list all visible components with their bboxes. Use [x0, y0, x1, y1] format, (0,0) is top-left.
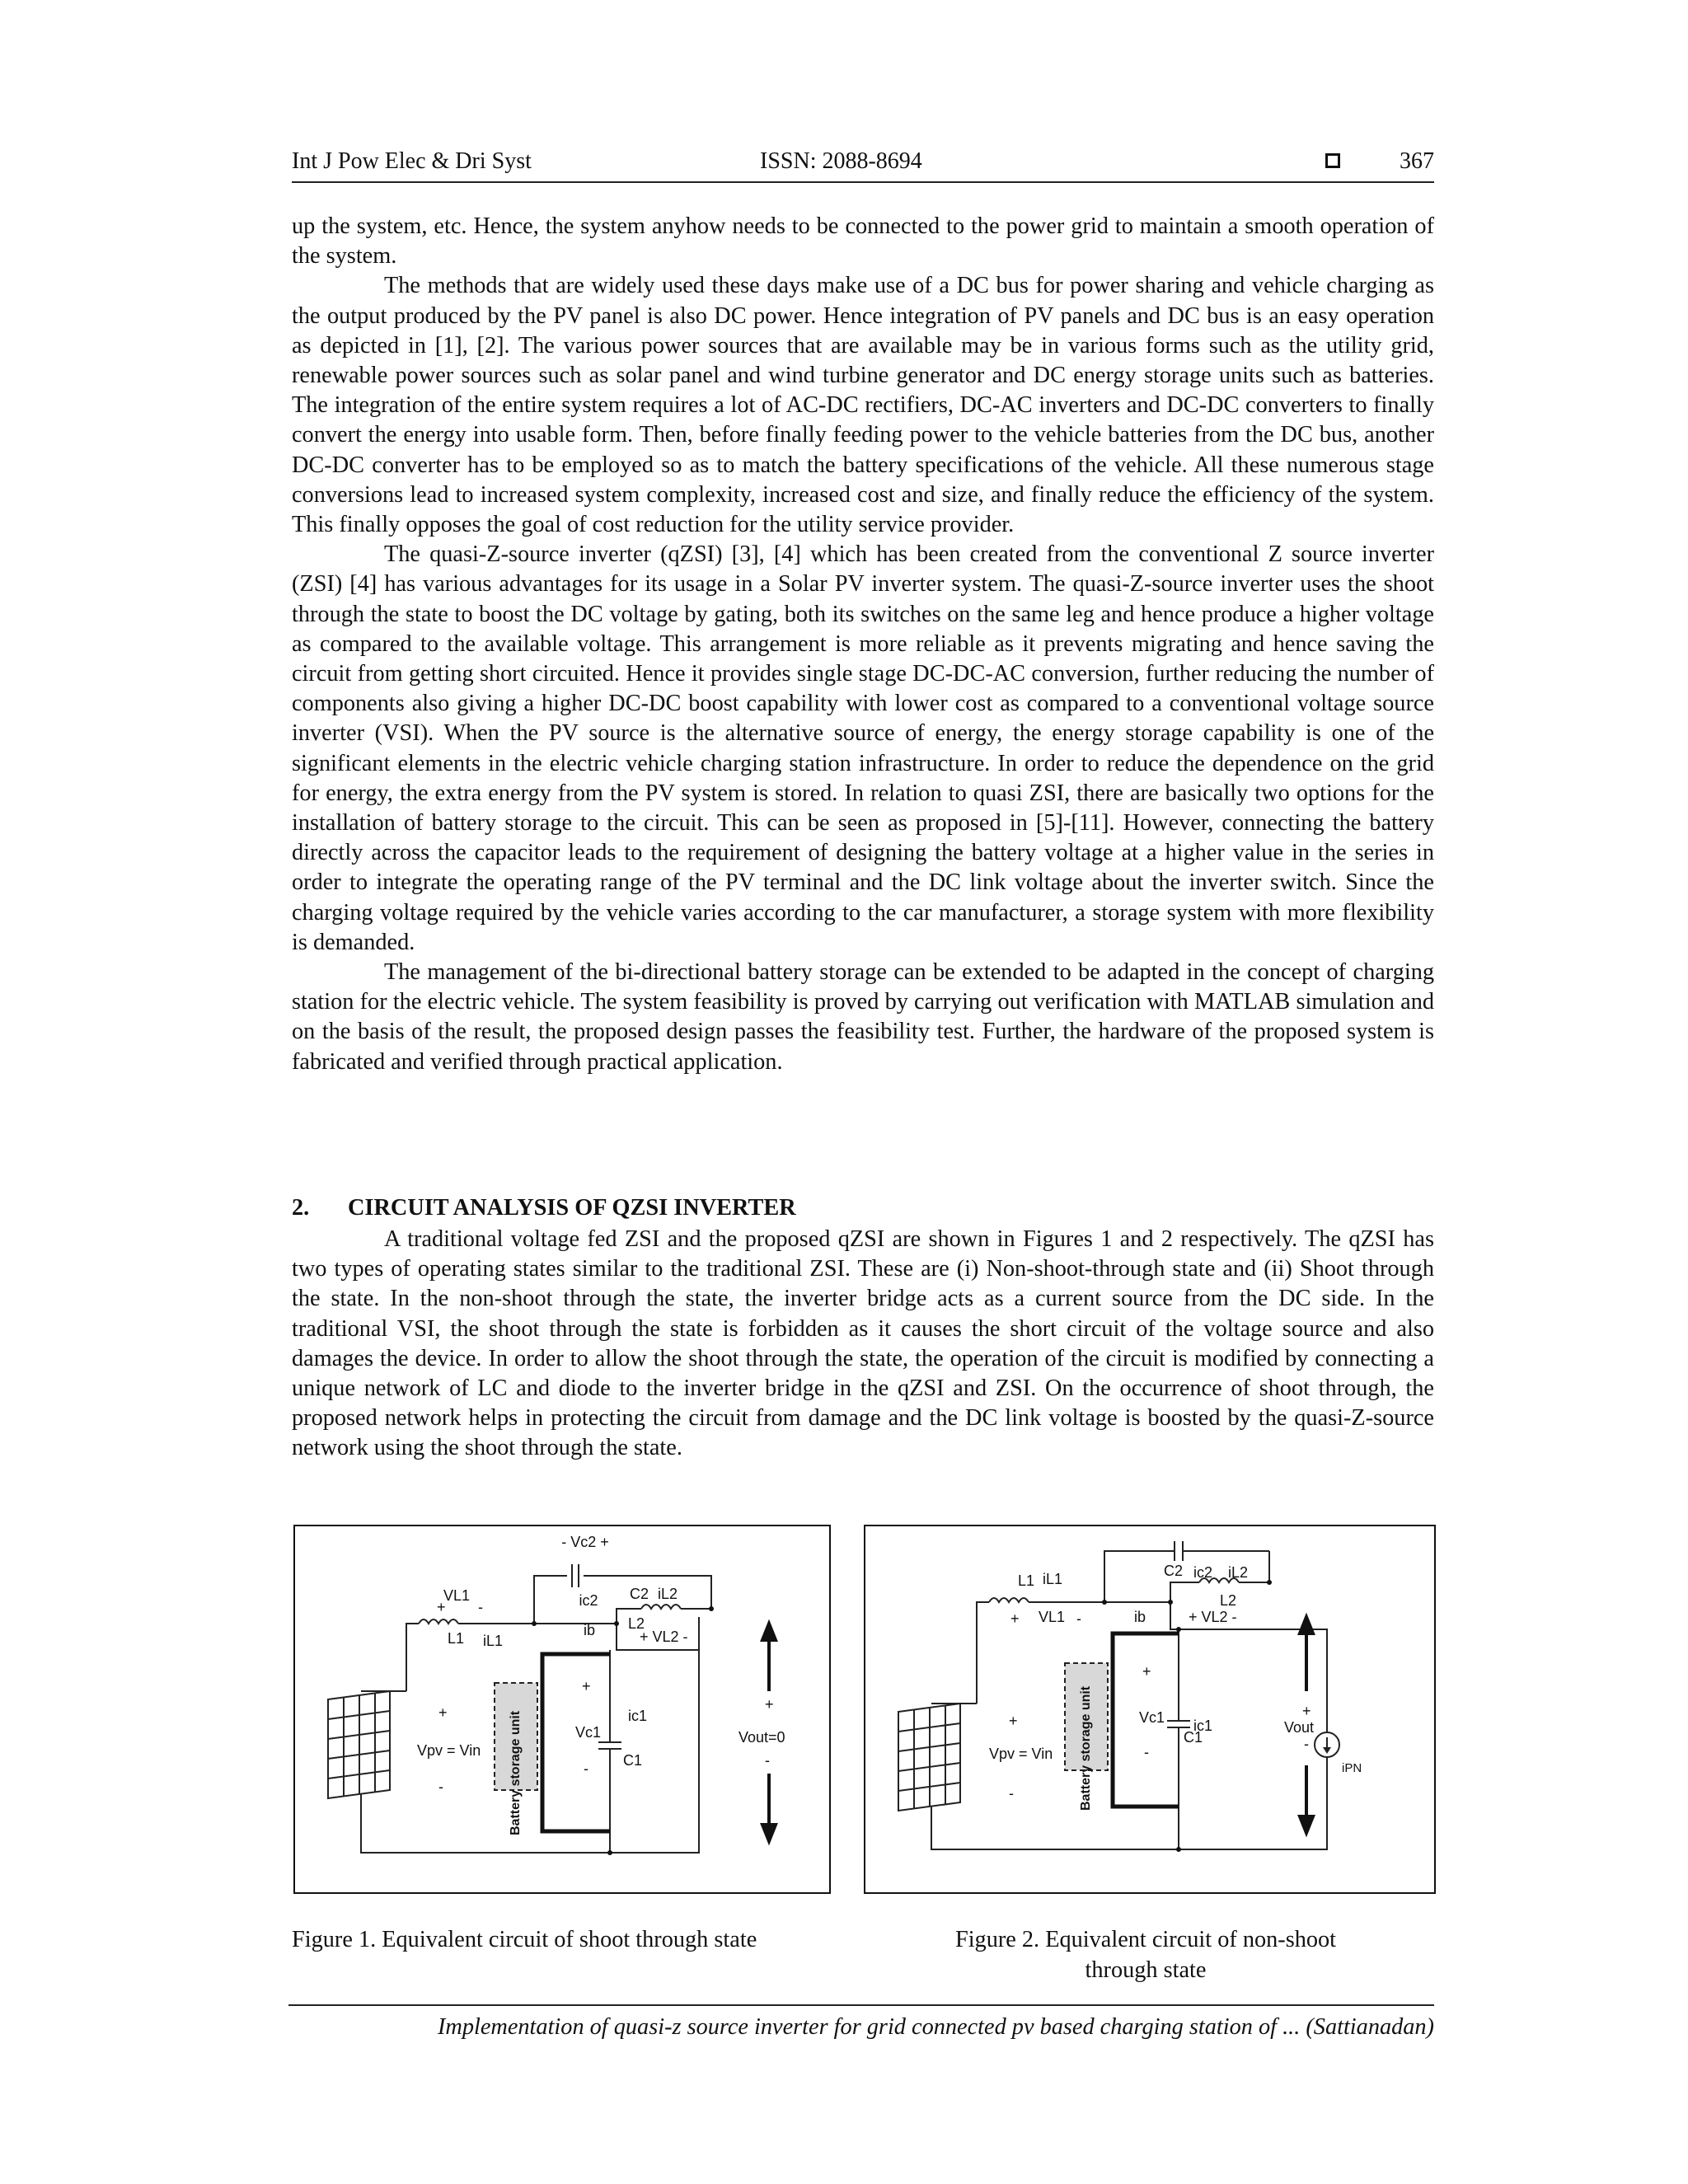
label-ipn: iPN	[1342, 1761, 1362, 1775]
label-battery-storage: Battery storage unit	[509, 1710, 523, 1835]
label-vl2: + VL2 -	[640, 1629, 688, 1645]
label-plus-out: +	[765, 1696, 774, 1713]
label-il1: iL1	[1043, 1571, 1063, 1587]
page-footer	[288, 2004, 1434, 2040]
label-ic2: ic2	[579, 1592, 598, 1609]
figure-2-caption	[890, 1924, 1401, 1985]
label-ib: ib	[1134, 1609, 1146, 1625]
section-number: 2.	[292, 1195, 310, 1221]
label-ic1: ic1	[628, 1708, 648, 1724]
label-battery-storage: Battery storage unit	[1079, 1685, 1093, 1811]
body-text	[292, 212, 1434, 1077]
label-ib: ib	[584, 1622, 596, 1638]
figure-1-circuit	[293, 1525, 831, 1894]
label-plus-out: +	[1302, 1703, 1311, 1719]
figure-1-diagram	[295, 1526, 829, 1892]
label-minus-out: -	[1304, 1736, 1309, 1752]
journal-name: Int J Pow Elec & Dri Syst	[292, 148, 532, 174]
label-minus-pv: -	[438, 1779, 443, 1795]
label-l2: L2	[1220, 1592, 1237, 1609]
figure-2-circuit	[864, 1525, 1436, 1894]
label-il1: iL1	[483, 1633, 504, 1649]
page-header	[292, 148, 1434, 183]
label-plus-l1: +	[1010, 1610, 1020, 1627]
label-il2: iL2	[1228, 1564, 1249, 1581]
label-vpv: Vpv = Vin	[989, 1746, 1053, 1762]
paragraph: The management of the bi-directional battery storage can be extended to be adapted in the concept of charging station for the electric vehicle. The system feasibility is proved by carrying out verification with MATLAB simulation and on the basis of the result, the proposed design passes the feasibility test. Further, the hardware of the proposed system is fabricated and verified through practical application.	[292, 959, 1434, 1075]
label-c1: C1	[623, 1752, 643, 1769]
paragraph: The quasi-Z-source inverter (qZSI) [3], [4] which has been created from the conventional Z source inverter (ZSI) [4] has various advantages for its usage in a Solar PV inverter system. The quasi-Z-source inverter uses the shoot through the state to boost the DC voltage by gating, both its switches on the same leg and hence produce a higher voltage as compared to the available voltage. This arrangement is more reliable as it prevents migrating and hence saving the circuit from getting short circuited. Hence it provides single stage DC-DC-AC conversion, further reducing the number of components also giving a higher DC-DC boost capability with lower cost as compared to a conventional voltage source inverter (VSI). When the PV source is the alternative source of energy, the energy storage capability is one of the significant elements in the electric vehicle charging station infrastructure. In order to reduce the dependence on the grid for energy, the extra energy from the PV system is stored. In relation to quasi ZSI, there are basically two options for the installation of battery storage to the circuit. This can be seen as proposed in [5]-[11]. However, connecting the battery directly across the capacitor leads to the requirement of designing the battery voltage at a higher value in the series in order to integrate the operating range of the PV terminal and the DC link voltage about the inverter switch. Since the charging voltage required by the vehicle varies according to the car manufacturer, a storage system with more flexibility is demanded.	[292, 541, 1434, 955]
figure-1-caption: Figure 1. Equivalent circuit of shoot through state	[292, 1927, 757, 1952]
label-minus-l1: -	[1076, 1610, 1081, 1627]
label-plus-batt: +	[1142, 1663, 1151, 1680]
label-plus-pv: +	[438, 1704, 448, 1721]
label-c2: C2	[1164, 1563, 1184, 1579]
label-l1: L1	[448, 1630, 465, 1647]
section-body	[292, 1225, 1434, 1464]
label-ic2: ic2	[1193, 1564, 1213, 1581]
label-vout: Vout=0	[738, 1729, 785, 1746]
label-minus-batt: -	[1144, 1744, 1149, 1760]
label-vc1: Vc1	[1139, 1709, 1165, 1726]
figure-2-diagram	[865, 1526, 1434, 1892]
figure-2-caption-line2: through state	[1085, 1957, 1207, 1983]
label-l2: L2	[628, 1615, 645, 1632]
section-title: CIRCUIT ANALYSIS OF QZSI INVERTER	[348, 1195, 796, 1221]
checkbox-square-icon	[1325, 153, 1340, 168]
label-vc1: Vc1	[575, 1724, 602, 1741]
footer-text: Implementation of quasi-z source inverter for grid connected pv based charging station of ... (Sattianadan)	[437, 2014, 1434, 2040]
label-c2: C2	[630, 1586, 649, 1602]
paragraph: A traditional voltage fed ZSI and the proposed qZSI are shown in Figures 1 and 2 respectively. The qZSI has two types of operating states similar to the traditional ZSI. These are (i) Non-shoot-through state and (ii) Shoot through the state. In the non-shoot through the state, the inverter bridge acts as a current source from the DC side. In the traditional VSI, the shoot through the state is forbidden as it causes the short circuit of the voltage source and also damages the device. In order to allow the shoot through the state, the operation of the circuit is modified by connecting a unique network of LC and diode to the inverter bridge in the qZSI and ZSI. On the occurrence of shoot through, the proposed network helps in protecting the circuit from damage and the DC link voltage is boosted by the quasi-Z-source network using the shoot through the state.	[292, 1226, 1434, 1461]
label-plus-l1: +	[437, 1599, 446, 1615]
page-number: 367	[1400, 148, 1434, 174]
label-vl2: + VL2 -	[1189, 1609, 1237, 1625]
label-minus-pv: -	[1009, 1785, 1014, 1802]
label-plus-pv: +	[1009, 1713, 1018, 1729]
label-minus-batt: -	[584, 1760, 588, 1777]
paragraph: up the system, etc. Hence, the system anyhow needs to be connected to the power grid to maintain a smooth operation of the system.	[292, 213, 1434, 269]
label-il2: iL2	[658, 1586, 678, 1602]
section-heading	[292, 1195, 796, 1221]
label-vout: Vout	[1284, 1719, 1315, 1736]
paragraph: The methods that are widely used these days make use of a DC bus for power sharing and vehicle charging as the output produced by the PV panel is also DC power. Hence integration of PV panels and DC bus is an easy operation as depicted in [1], [2]. The various power sources that are available may be in various forms such as the utility grid, renewable power sources such as solar panel and wind turbine generator and DC energy storage units such as batteries. The integration of the entire system requires a lot of AC-DC rectifiers, DC-AC inverters and DC-DC converters to finally convert the energy into usable form. Then, before finally feeding power to the vehicle batteries from the DC bus, another DC-DC converter has to be employed so as to match the battery specifications of the vehicle. All these numerous stage conversions lead to increased system complexity, increased cost and size, and finally reduce the efficiency of the system. This finally opposes the goal of cost reduction for the utility service provider.	[292, 273, 1434, 538]
label-vpv: Vpv = Vin	[417, 1742, 481, 1759]
label-vc2: - Vc2 +	[561, 1534, 609, 1550]
label-ic1: ic1	[1193, 1718, 1213, 1734]
issn: ISSN: 2088-8694	[760, 148, 922, 174]
label-l1: L1	[1018, 1572, 1035, 1589]
label-c1: C1	[1184, 1729, 1203, 1746]
label-plus-batt: +	[582, 1678, 591, 1694]
label-minus-l1: -	[478, 1599, 483, 1615]
figure-2-caption-line1: Figure 2. Equivalent circuit of non-shoot	[954, 1927, 1337, 1952]
label-vl1: VL1	[443, 1587, 471, 1604]
label-vl1: VL1	[1039, 1609, 1066, 1625]
label-minus-out: -	[765, 1752, 770, 1769]
